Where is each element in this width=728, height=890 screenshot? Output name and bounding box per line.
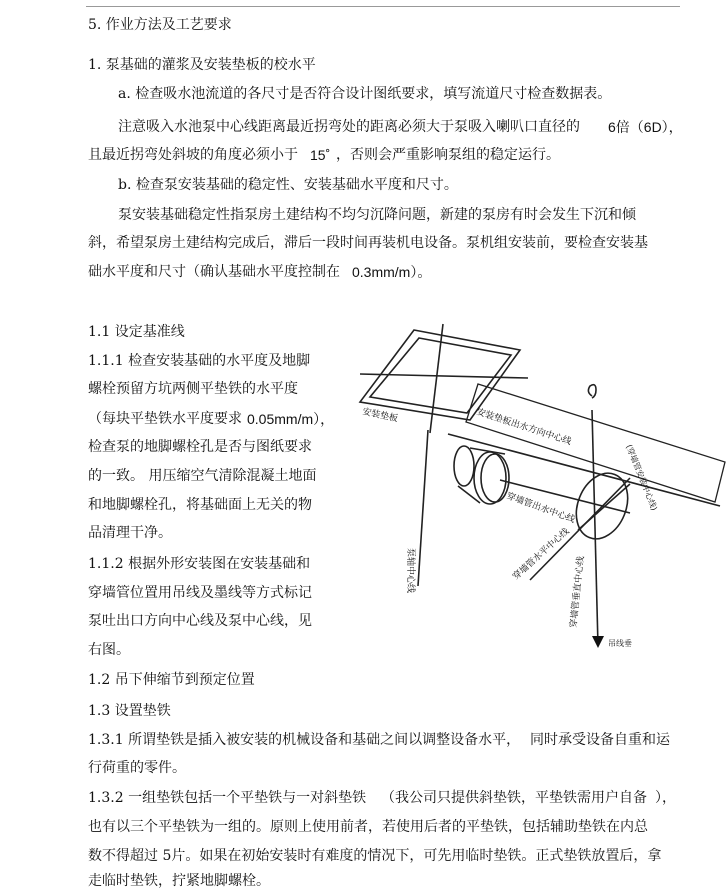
item-a-title: a. 检查吸水池流道的各尺寸是否符合设计图纸要求，填写流道尺寸检查数据表。 [118,86,612,102]
pump-center-line [418,430,428,586]
pipe-back [454,446,474,486]
item-b-text-line3: 础水平度和尺寸（确认基础水平度控制在 [88,264,340,280]
s111-line7: 品清理干净。 [88,525,172,541]
item-b-value: 0.3mm/m）。 [352,264,432,280]
s132-line1-end: ）， [655,790,676,806]
s111-value: 0.05mm/m）， [247,411,335,427]
section13-title: 1.3 设置垫铁 [88,703,171,719]
s111-line5: 的一致。 用压缩空气清除混凝土地面 [88,468,317,484]
label-h-center: 穿墙管水平中心线 [511,526,572,583]
label-pump-center: 泵轴中心线 [405,548,415,594]
header-rule [86,6,680,7]
item-b-text-line1: 泵安装基础稳定性指泵房土建结构不均匀沉降问题，新建的泵房有时会发生下沉和倾 [118,207,636,223]
label-outlet-center: 安装垫板出水方向中心线 [475,407,573,448]
s132-line3: 数不得超过 5片。如果在初始安装时有难度的情况下，可先用临时垫铁。正式垫铁放置后，拿 [88,848,662,864]
s111-line3: （每块平垫铁水平度要求 [88,411,242,427]
s112-line3: 泵吐出口方向中心线及泵中心线，见 [88,613,312,629]
pipe-rim [481,454,509,502]
plumb-bob-icon [592,636,604,648]
item-a-text-line2-end: ，否则会严重影响泵组的稳定运行。 [336,147,560,163]
pipe-end [474,452,506,504]
s131-line1: 1.3.1 所谓垫铁是插入被安装的机械设备和基础之间以调整设备水平， [88,732,521,748]
plumb-line [592,410,598,646]
section11-title: 1.1 设定基准线 [88,324,185,340]
outlet-center-line [448,434,720,506]
s111-line2: 螺栓预留方坑两侧平垫铁的水平度 [88,381,298,397]
item-a-angle: 15˚ [310,147,331,163]
installation-diagram [330,318,728,658]
s131-line1-tail: 同时承受设备自重和运 [530,732,670,748]
pipe-bottom [458,486,480,503]
item-a-text-line2: 且最近拐弯处斜坡的角度必须小于 [88,147,298,163]
label-pipe-center: 穿墙管出水中心线 [504,491,577,526]
label-wall-center: (穿墙管安装中心线) [624,443,659,512]
s112-line4: 右图。 [88,642,130,658]
section1-title: 1. 泵基础的灌浆及安装垫板的校水平 [88,57,316,73]
label-v-center: 穿墙管垂直中心线 [569,555,587,629]
item-a-value-6d: 6倍（6D）， [608,119,683,135]
section-heading: 5. 作业方法及工艺要求 [88,17,232,33]
s111-line4: 检查泵的地脚螺栓孔是否与图纸要求 [88,439,312,455]
s112-line2: 穿墙管位置用吊线及墨线等方式标记 [88,585,312,601]
item-b-text-line2: 斜，希望泵房土建结构完成后，滞后一段时间再装机电设备。泵机组安装前，要检查安装基 [88,235,648,251]
s131-line2: 行荷重的零件。 [88,760,186,776]
item-b-title: b. 检查泵安装基础的稳定性、安装基础水平度和尺寸。 [118,177,458,193]
s132-line1: 1.3.2 一组垫铁包括一个平垫铁与一对斜垫铁 [88,790,367,806]
section12-title: 1.2 吊下伸缩节到预定位置 [88,672,255,688]
plumb-hook [588,385,596,398]
s132-line2: 也有以三个平垫铁为一组的。原则上使用前者，若使用后者的平垫铁，包括辅助垫铁在内总 [88,819,648,835]
s111-line1: 1.1.1 检查安装基础的水平度及地脚 [88,353,311,369]
s111-line6: 和地脚螺栓孔，将基础面上无关的物 [88,497,312,513]
item-a-text-line1: 注意吸入水池泵中心线距离最近拐弯处的距离必须大于泵吸入喇叭口直径的 [118,119,580,135]
s112-line1: 1.1.2 根据外形安装图在安装基础和 [88,556,311,572]
label-plumb: 吊线垂 [608,639,632,648]
label-pad: 安装垫板 [361,407,399,425]
s132-line4: 走临时垫铁，拧紧地脚螺栓。 [88,873,270,889]
s132-line1-tail: （我公司只提供斜垫铁，平垫铁需用户自备 [381,790,647,806]
